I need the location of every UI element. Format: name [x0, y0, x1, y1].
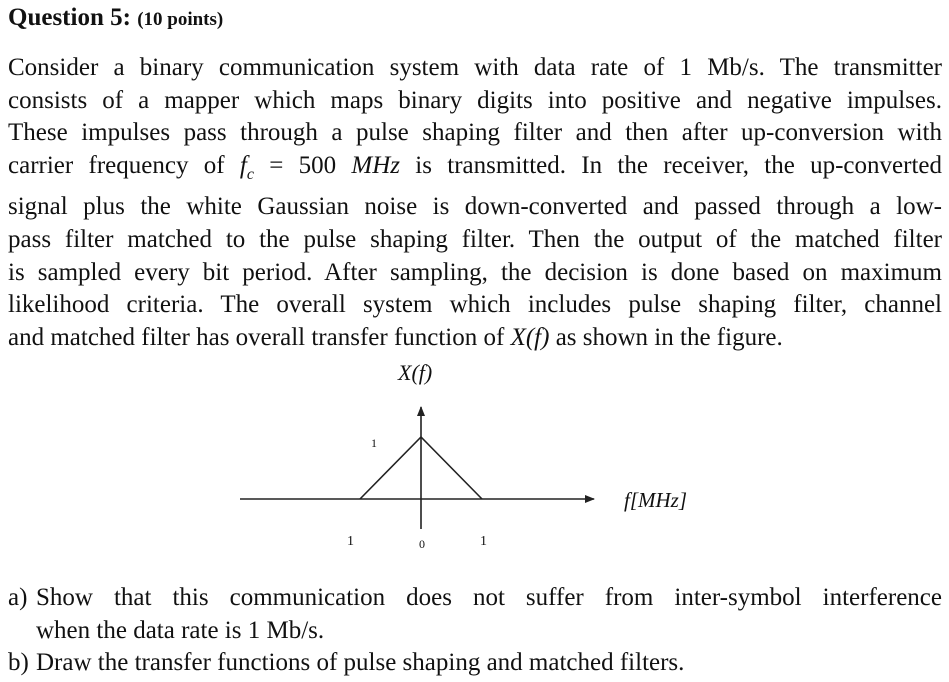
tick-label-zero: 0: [419, 537, 425, 551]
part-a-label: a): [8, 584, 28, 611]
tick-label-negative: 1: [347, 534, 354, 549]
statement-line-carrier: [8, 150, 942, 192]
problem-statement: [8, 52, 942, 354]
question-title: Question 5:: [8, 4, 131, 31]
tick-label-positive: 1: [480, 534, 487, 549]
question-heading: [8, 4, 223, 32]
statement-text: and matched filter has overall transfer function of: [8, 323, 511, 351]
frequency-unit: MHz: [351, 151, 401, 179]
statement-text: is transmitted. In the receiver, the up-converted: [400, 151, 942, 179]
statement-line: likelihood criteria. The overall system which includes pulse shaping filter, channel: [8, 291, 942, 319]
statement-line: pass filter matched to the pulse shaping filter. Then the output of the matched filter: [8, 225, 942, 253]
statement-line: signal plus the white Gaussian noise is down-converted and passed through a low-: [8, 193, 942, 221]
part-a-line1: [8, 582, 942, 615]
part-a-text: Show that this communication does not suffer from inter-symbol interference: [36, 584, 942, 611]
question-points: (10 points): [137, 9, 224, 30]
transfer-function-figure: [0, 350, 949, 575]
statement-line: These impulses pass through a pulse shaping filter and then after up-conversion with: [8, 119, 942, 147]
statement-text: as shown in the figure.: [549, 323, 783, 351]
part-a: [8, 582, 942, 647]
part-a-line2: when the data rate is 1 Mb/s.: [36, 616, 325, 644]
part-b: [8, 647, 942, 680]
part-b-text: Draw the transfer functions of pulse shaping and matched filters.: [36, 649, 685, 676]
triangle-plot: [0, 350, 949, 575]
statement-line: Consider a binary communication system with data rate of 1 Mb/s. The transmitter: [8, 54, 942, 81]
peak-value-label: 1: [371, 436, 377, 450]
transfer-function-symbol: X(f): [510, 323, 550, 351]
part-b-label: b): [8, 649, 29, 676]
statement-text: carrier frequency of: [8, 151, 240, 179]
carrier-frequency-subscript: c: [246, 165, 254, 183]
frequency-axis-label: f[MHz]: [624, 488, 688, 512]
statement-text: = 500: [253, 151, 352, 179]
carrier-frequency-symbol: f: [239, 151, 247, 179]
figure-title: X(f): [398, 360, 433, 385]
statement-line: consists of a mapper which maps binary digits into positive and negative impulses.: [8, 86, 942, 114]
statement-line: is sampled every bit period. After sampling, the decision is done based on maximum: [8, 258, 942, 286]
